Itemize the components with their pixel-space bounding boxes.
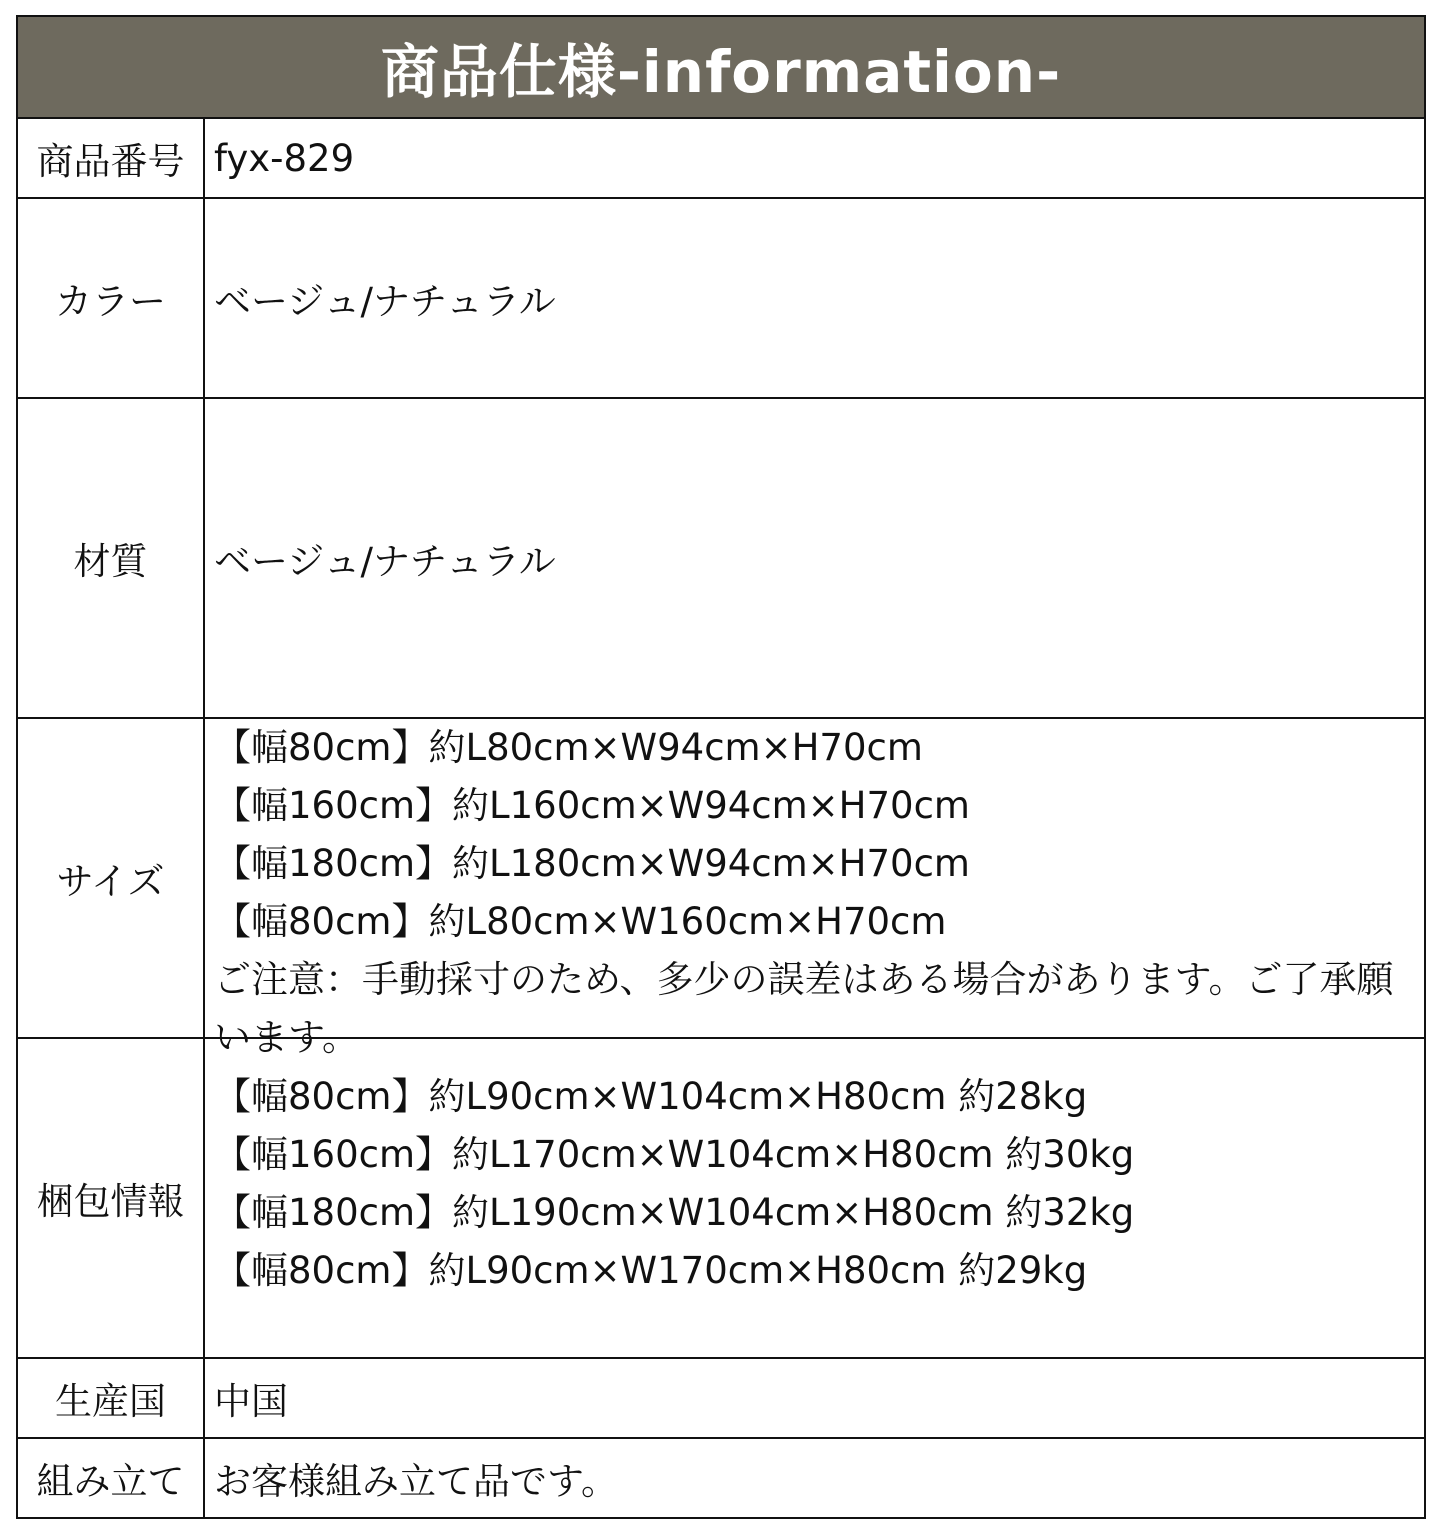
size-note: ご注意：手動採寸のため、多少の誤差はある場合があります。ご了承願います。 (214, 958, 1394, 1059)
label-product-number: 商品番号 (18, 119, 205, 197)
label-color: カラー (18, 199, 205, 397)
size-line: 【幅180cm】約L180cm×W94cm×H70cm (214, 842, 970, 885)
row-material (18, 399, 1424, 719)
value-assembly: お客様組み立て品です。 (214, 1460, 619, 1503)
label-material: 材質 (18, 399, 205, 717)
package-line: 【幅80cm】約L90cm×W170cm×H80cm 約29kg (214, 1249, 1088, 1292)
row-product-number (18, 119, 1424, 199)
package-line: 【幅180cm】約L190cm×W104cm×H80cm 約32kg (214, 1191, 1135, 1234)
row-color (18, 199, 1424, 399)
spec-title: 商品仕様-information- (18, 17, 1424, 119)
label-origin: 生産国 (18, 1359, 205, 1437)
size-line: 【幅80cm】約L80cm×W94cm×H70cm (214, 726, 923, 769)
value-origin: 中国 (214, 1380, 288, 1423)
size-line: 【幅80cm】約L80cm×W160cm×H70cm (214, 900, 947, 943)
label-size: サイズ (18, 719, 205, 1037)
label-package: 梱包情報 (18, 1039, 205, 1357)
value-material: ベージュ/ナチュラル (214, 540, 556, 583)
value-size (214, 719, 1416, 1059)
row-package (18, 1039, 1424, 1359)
package-line: 【幅80cm】約L90cm×W104cm×H80cm 約28kg (214, 1075, 1088, 1118)
row-assembly (18, 1439, 1424, 1517)
value-product-number: fyx-829 (214, 136, 355, 180)
spec-table (16, 15, 1426, 1519)
row-size (18, 719, 1424, 1059)
label-assembly: 組み立て (18, 1439, 205, 1517)
value-color: ベージュ/ナチュラル (214, 280, 556, 323)
row-origin (18, 1359, 1424, 1439)
size-line: 【幅160cm】約L160cm×W94cm×H70cm (214, 784, 970, 827)
value-package (214, 1039, 1416, 1357)
package-line: 【幅160cm】約L170cm×W104cm×H80cm 約30kg (214, 1133, 1135, 1176)
